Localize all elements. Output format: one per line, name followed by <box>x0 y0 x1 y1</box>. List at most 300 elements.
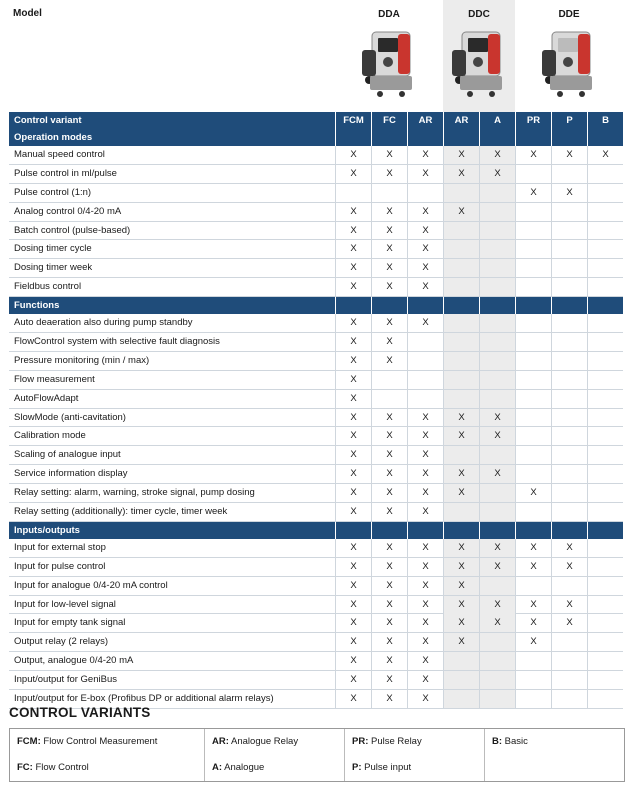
section-cell <box>407 129 443 146</box>
feature-cell: X <box>335 690 371 708</box>
group-dda <box>335 0 443 112</box>
feature-cell <box>515 222 551 240</box>
feature-cell <box>335 184 371 202</box>
section-cell <box>515 129 551 146</box>
feature-cell: X <box>443 165 479 183</box>
feature-cell: X <box>371 446 407 464</box>
legend-text: Pulse input <box>364 762 412 773</box>
feature-cell: X <box>479 165 515 183</box>
feature-cell: X <box>335 503 371 521</box>
feature-cell <box>587 558 623 576</box>
feature-cell: X <box>371 652 407 670</box>
feature-cell: X <box>335 614 371 632</box>
feature-cell <box>587 259 623 277</box>
feature-cell <box>443 652 479 670</box>
feature-cell: X <box>335 333 371 351</box>
feature-cell <box>479 577 515 595</box>
feature-cell: X <box>407 203 443 221</box>
row-label: FlowControl system with selective fault diagnosis <box>14 336 220 348</box>
feature-cell <box>479 446 515 464</box>
feature-cell <box>551 333 587 351</box>
row-label: Manual speed control <box>14 149 105 160</box>
row-label: Input/output for GeniBus <box>14 674 117 686</box>
feature-cell <box>479 333 515 351</box>
section-title: Inputs/outputs <box>14 524 80 536</box>
feature-cell: X <box>371 484 407 502</box>
feature-cell <box>587 333 623 351</box>
feature-cell: X <box>407 259 443 277</box>
feature-cell <box>551 259 587 277</box>
table-row <box>9 240 623 259</box>
feature-cell <box>587 165 623 183</box>
feature-cell: X <box>371 165 407 183</box>
feature-cell: X <box>443 539 479 557</box>
feature-cell <box>515 671 551 689</box>
row-label: Input for low-level signal <box>14 598 116 610</box>
table-row <box>9 465 623 484</box>
feature-cell <box>587 184 623 202</box>
row-label: Auto deaeration also during pump standby <box>14 317 193 329</box>
feature-cell: X <box>587 146 623 164</box>
feature-cell <box>551 409 587 427</box>
feature-cell: X <box>407 240 443 258</box>
table-row <box>9 446 623 465</box>
feature-cell <box>551 633 587 651</box>
table-row <box>9 259 623 278</box>
section-cell <box>335 129 371 146</box>
feature-cell: X <box>515 184 551 202</box>
feature-cell: X <box>371 596 407 614</box>
feature-cell <box>407 371 443 389</box>
feature-cell: X <box>335 390 371 408</box>
row-label: Dosing timer week <box>14 262 93 274</box>
feature-cell <box>551 371 587 389</box>
feature-cell <box>371 371 407 389</box>
feature-cell <box>551 314 587 332</box>
feature-cell: X <box>371 259 407 277</box>
legend-code: FC: <box>17 762 33 773</box>
section-cell <box>587 522 623 539</box>
section-cell <box>551 297 587 314</box>
feature-cell <box>551 165 587 183</box>
feature-cell: X <box>551 539 587 557</box>
feature-cell <box>515 690 551 708</box>
variant-col: AR <box>407 112 443 129</box>
feature-cell: X <box>443 203 479 221</box>
table-row <box>9 314 623 333</box>
feature-cell <box>587 577 623 595</box>
feature-cell <box>515 409 551 427</box>
feature-cell <box>515 259 551 277</box>
feature-cell: X <box>335 558 371 576</box>
feature-cell <box>515 427 551 445</box>
section-title: Functions <box>14 300 60 312</box>
feature-cell <box>479 652 515 670</box>
feature-cell <box>443 352 479 370</box>
feature-cell <box>479 371 515 389</box>
feature-cell <box>443 671 479 689</box>
feature-cell: X <box>407 633 443 651</box>
feature-cell <box>479 184 515 202</box>
table-row <box>9 484 623 503</box>
feature-cell: X <box>371 240 407 258</box>
feature-cell <box>479 671 515 689</box>
section-cell <box>371 297 407 314</box>
legend-text: Flow Control <box>35 762 89 773</box>
feature-cell <box>587 203 623 221</box>
feature-cell <box>515 333 551 351</box>
feature-cell: X <box>515 614 551 632</box>
feature-cell <box>515 577 551 595</box>
feature-cell <box>587 539 623 557</box>
variant-col: P <box>551 112 587 129</box>
feature-cell: X <box>407 409 443 427</box>
feature-cell: X <box>407 690 443 708</box>
feature-cell <box>551 671 587 689</box>
section-cell <box>479 297 515 314</box>
feature-cell: X <box>407 484 443 502</box>
feature-cell: X <box>335 314 371 332</box>
feature-cell: X <box>371 333 407 351</box>
feature-cell: X <box>443 577 479 595</box>
section-cell <box>515 522 551 539</box>
table-row <box>9 652 623 671</box>
feature-cell: X <box>551 596 587 614</box>
feature-cell <box>443 390 479 408</box>
dda-pump-image <box>358 28 420 100</box>
feature-cell: X <box>335 203 371 221</box>
feature-cell: X <box>479 558 515 576</box>
feature-cell: X <box>371 146 407 164</box>
feature-cell <box>443 371 479 389</box>
variant-col: A <box>479 112 515 129</box>
feature-cell <box>587 671 623 689</box>
feature-cell <box>407 390 443 408</box>
feature-cell <box>443 184 479 202</box>
feature-cell: X <box>335 409 371 427</box>
feature-cell <box>551 352 587 370</box>
row-label: Relay setting: alarm, warning, stroke signal, pump dosing <box>14 487 255 499</box>
feature-cell <box>407 333 443 351</box>
legend-item <box>485 729 622 755</box>
feature-cell: X <box>443 427 479 445</box>
feature-cell <box>551 222 587 240</box>
feature-cell <box>587 278 623 296</box>
feature-cell <box>479 240 515 258</box>
feature-cell <box>587 614 623 632</box>
feature-cell <box>587 596 623 614</box>
row-label: Input for empty tank signal <box>14 617 126 629</box>
feature-cell: X <box>443 558 479 576</box>
feature-cell: X <box>443 146 479 164</box>
feature-cell <box>515 503 551 521</box>
feature-cell <box>587 352 623 370</box>
feature-cell <box>587 503 623 521</box>
row-label: Output relay (2 relays) <box>14 636 108 648</box>
feature-cell: X <box>335 633 371 651</box>
section-cell <box>587 297 623 314</box>
section-header <box>9 129 623 146</box>
table-row <box>9 278 623 297</box>
control-variants-legend <box>9 728 625 782</box>
variant-col: B <box>587 112 623 129</box>
section-cell <box>443 297 479 314</box>
feature-cell: X <box>371 278 407 296</box>
legend-code: P: <box>352 762 362 773</box>
feature-cell <box>587 222 623 240</box>
feature-cell: X <box>335 165 371 183</box>
feature-cell <box>479 314 515 332</box>
variant-col: FCM <box>335 112 371 129</box>
table-row <box>9 633 623 652</box>
control-variants-title: CONTROL VARIANTS <box>9 705 151 720</box>
feature-cell <box>551 203 587 221</box>
table-row <box>9 371 623 390</box>
feature-cell <box>587 446 623 464</box>
feature-cell: X <box>371 614 407 632</box>
table-row <box>9 203 623 222</box>
feature-cell: X <box>407 558 443 576</box>
feature-cell: X <box>371 690 407 708</box>
section-cell <box>443 522 479 539</box>
feature-cell <box>443 240 479 258</box>
table-row <box>9 184 623 203</box>
feature-cell: X <box>515 633 551 651</box>
feature-cell <box>515 165 551 183</box>
feature-cell <box>371 184 407 202</box>
legend-text: Analogue <box>224 762 265 773</box>
legend-item <box>345 755 485 781</box>
feature-cell <box>587 314 623 332</box>
section-header <box>9 522 623 539</box>
section-cell <box>335 297 371 314</box>
feature-cell <box>479 222 515 240</box>
control-variant-label: Control variant <box>14 115 82 126</box>
table-row <box>9 390 623 409</box>
feature-cell: X <box>443 614 479 632</box>
table-row <box>9 503 623 522</box>
feature-cell <box>515 203 551 221</box>
feature-cell: X <box>335 371 371 389</box>
variant-col: PR <box>515 112 551 129</box>
feature-cell: X <box>443 633 479 651</box>
feature-cell: X <box>371 577 407 595</box>
feature-cell: X <box>551 614 587 632</box>
table-row <box>9 146 623 165</box>
feature-cell <box>515 446 551 464</box>
group-name: DDA <box>378 9 400 20</box>
feature-cell: X <box>335 146 371 164</box>
row-label: Dosing timer cycle <box>14 243 92 255</box>
feature-cell: X <box>551 184 587 202</box>
table-row <box>9 614 623 633</box>
section-cell <box>407 522 443 539</box>
section-cell <box>551 522 587 539</box>
table-row <box>9 222 623 241</box>
legend-text: Basic <box>504 736 528 747</box>
feature-cell: X <box>407 577 443 595</box>
feature-cell: X <box>371 409 407 427</box>
section-cell <box>551 129 587 146</box>
section-cell <box>371 522 407 539</box>
feature-cell: X <box>551 146 587 164</box>
feature-cell: X <box>443 596 479 614</box>
feature-cell: X <box>515 539 551 557</box>
section-cell <box>407 297 443 314</box>
row-label: Service information display <box>14 468 128 480</box>
feature-cell: X <box>515 146 551 164</box>
feature-cell: X <box>335 484 371 502</box>
feature-cell <box>479 259 515 277</box>
feature-cell: X <box>407 165 443 183</box>
feature-cell: X <box>335 539 371 557</box>
feature-cell: X <box>371 352 407 370</box>
feature-cell <box>551 390 587 408</box>
feature-cell <box>443 333 479 351</box>
feature-cell: X <box>407 652 443 670</box>
feature-cell: X <box>335 352 371 370</box>
feature-cell <box>515 278 551 296</box>
group-dde <box>515 0 623 112</box>
section-cell <box>587 129 623 146</box>
feature-cell <box>551 690 587 708</box>
table-row <box>9 352 623 371</box>
feature-cell <box>443 446 479 464</box>
feature-cell: X <box>515 484 551 502</box>
table-row <box>9 577 623 596</box>
feature-cell <box>479 633 515 651</box>
feature-cell: X <box>443 409 479 427</box>
feature-cell <box>443 690 479 708</box>
feature-cell: X <box>371 427 407 445</box>
feature-cell: X <box>479 539 515 557</box>
row-label: Scaling of analogue input <box>14 449 121 461</box>
section-title: Operation modes <box>14 132 93 143</box>
feature-cell <box>551 503 587 521</box>
row-label: SlowMode (anti-cavitation) <box>14 411 126 423</box>
feature-cell <box>551 484 587 502</box>
table-row <box>9 333 623 352</box>
feature-cell: X <box>335 596 371 614</box>
feature-cell <box>551 240 587 258</box>
ddc-pump-image <box>448 28 510 100</box>
legend-item <box>10 729 205 755</box>
feature-cell <box>479 390 515 408</box>
feature-cell: X <box>371 465 407 483</box>
feature-cell: X <box>335 652 371 670</box>
feature-cell <box>587 371 623 389</box>
feature-cell: X <box>407 503 443 521</box>
feature-cell <box>587 427 623 445</box>
feature-cell: X <box>371 203 407 221</box>
feature-cell: X <box>407 671 443 689</box>
row-label: Input/output for E-box (Profibus DP or additional alarm relays) <box>14 693 274 705</box>
feature-cell: X <box>479 427 515 445</box>
row-label: AutoFlowAdapt <box>14 392 79 404</box>
feature-cell <box>479 503 515 521</box>
legend-code: FCM: <box>17 736 41 747</box>
feature-cell <box>443 259 479 277</box>
feature-cell: X <box>479 614 515 632</box>
feature-cell <box>515 390 551 408</box>
row-label: Analog control 0/4-20 mA <box>14 205 122 217</box>
feature-cell <box>515 352 551 370</box>
comparison-table <box>9 0 623 709</box>
feature-cell: X <box>371 671 407 689</box>
section-cell <box>479 129 515 146</box>
feature-cell: X <box>335 446 371 464</box>
model-header <box>9 0 623 112</box>
table-row <box>9 671 623 690</box>
feature-cell: X <box>371 222 407 240</box>
row-label: Pulse control (1:n) <box>14 186 92 198</box>
feature-cell: X <box>335 427 371 445</box>
feature-cell <box>551 427 587 445</box>
feature-cell: X <box>479 409 515 427</box>
feature-cell: X <box>407 446 443 464</box>
feature-cell: X <box>371 503 407 521</box>
feature-cell: X <box>407 465 443 483</box>
feature-cell: X <box>407 427 443 445</box>
section-cell <box>443 129 479 146</box>
legend-code: B: <box>492 736 503 747</box>
feature-cell <box>515 371 551 389</box>
table-row <box>9 427 623 446</box>
feature-cell <box>443 222 479 240</box>
variant-col: FC <box>371 112 407 129</box>
feature-cell: X <box>407 278 443 296</box>
section-cell <box>371 129 407 146</box>
feature-cell: X <box>479 146 515 164</box>
feature-cell: X <box>335 222 371 240</box>
row-label: Output, analogue 0/4-20 mA <box>14 655 134 667</box>
feature-cell: X <box>335 577 371 595</box>
feature-cell: X <box>551 558 587 576</box>
feature-cell: X <box>335 240 371 258</box>
section-cell <box>515 297 551 314</box>
legend-item <box>205 729 345 755</box>
feature-cell <box>479 203 515 221</box>
row-label: Pulse control in ml/pulse <box>14 167 117 179</box>
feature-cell <box>587 652 623 670</box>
section-cell <box>335 522 371 539</box>
table-row <box>9 596 623 615</box>
group-name: DDE <box>558 9 580 20</box>
feature-cell <box>515 240 551 258</box>
table-body <box>9 129 623 709</box>
row-label: Calibration mode <box>14 430 86 442</box>
feature-cell: X <box>371 633 407 651</box>
feature-cell <box>587 465 623 483</box>
feature-cell <box>443 278 479 296</box>
control-variant-header <box>9 112 623 129</box>
group-name: DDC <box>468 9 490 20</box>
row-label: Fieldbus control <box>14 281 82 293</box>
feature-cell: X <box>335 671 371 689</box>
feature-cell: X <box>479 596 515 614</box>
row-label: Pressure monitoring (min / max) <box>14 354 150 366</box>
feature-cell <box>587 409 623 427</box>
feature-cell: X <box>407 222 443 240</box>
feature-cell: X <box>371 558 407 576</box>
row-label: Flow measurement <box>14 373 95 385</box>
feature-cell <box>407 352 443 370</box>
legend-item <box>345 729 485 755</box>
group-ddc <box>443 0 515 112</box>
feature-cell <box>443 314 479 332</box>
feature-cell: X <box>407 596 443 614</box>
feature-cell <box>479 690 515 708</box>
